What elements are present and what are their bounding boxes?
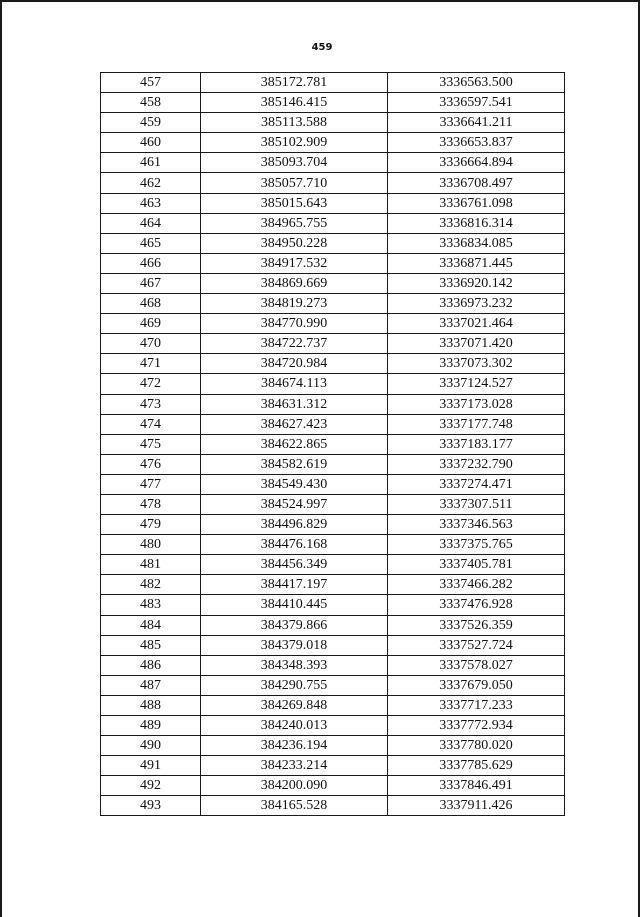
x-coordinate-cell: 385015.643 — [201, 193, 388, 213]
point-number-cell: 464 — [101, 213, 201, 233]
y-coordinate-cell: 3337679.050 — [388, 675, 565, 695]
point-number-cell: 466 — [101, 253, 201, 273]
x-coordinate-cell: 385093.704 — [201, 153, 388, 173]
x-coordinate-cell: 384496.829 — [201, 515, 388, 535]
table-row — [101, 394, 565, 414]
x-coordinate-cell: 384456.349 — [201, 555, 388, 575]
point-number-cell: 479 — [101, 515, 201, 535]
point-number-cell: 491 — [101, 756, 201, 776]
page-number: 459 — [311, 42, 333, 53]
point-number-cell: 457 — [101, 73, 201, 93]
x-coordinate-cell: 385102.909 — [201, 133, 388, 153]
x-coordinate-cell: 384379.018 — [201, 635, 388, 655]
y-coordinate-cell: 3337466.282 — [388, 575, 565, 595]
x-coordinate-cell: 384819.273 — [201, 294, 388, 314]
y-coordinate-cell: 3336597.541 — [388, 93, 565, 113]
table-row — [101, 736, 565, 756]
point-number-cell: 460 — [101, 133, 201, 153]
table-row — [101, 796, 565, 816]
point-number-cell: 485 — [101, 635, 201, 655]
y-coordinate-cell: 3337717.233 — [388, 695, 565, 715]
x-coordinate-cell: 385113.588 — [201, 113, 388, 133]
y-coordinate-cell: 3336641.211 — [388, 113, 565, 133]
x-coordinate-cell: 384269.848 — [201, 695, 388, 715]
point-number-cell: 486 — [101, 655, 201, 675]
point-number-cell: 484 — [101, 615, 201, 635]
table-row — [101, 776, 565, 796]
point-number-cell: 493 — [101, 796, 201, 816]
point-number-cell: 480 — [101, 535, 201, 555]
point-number-cell: 488 — [101, 695, 201, 715]
y-coordinate-cell: 3336563.500 — [388, 73, 565, 93]
table-row — [101, 695, 565, 715]
y-coordinate-cell: 3337526.359 — [388, 615, 565, 635]
x-coordinate-cell: 384379.866 — [201, 615, 388, 635]
y-coordinate-cell: 3337785.629 — [388, 756, 565, 776]
table-row — [101, 675, 565, 695]
point-number-cell: 477 — [101, 474, 201, 494]
point-number-cell: 489 — [101, 716, 201, 736]
x-coordinate-cell: 384476.168 — [201, 535, 388, 555]
y-coordinate-cell: 3337846.491 — [388, 776, 565, 796]
y-coordinate-cell: 3337071.420 — [388, 334, 565, 354]
table-row — [101, 555, 565, 575]
table-row — [101, 253, 565, 273]
x-coordinate-cell: 385146.415 — [201, 93, 388, 113]
table-row — [101, 113, 565, 133]
table-row — [101, 454, 565, 474]
y-coordinate-cell: 3337124.527 — [388, 374, 565, 394]
x-coordinate-cell: 384240.013 — [201, 716, 388, 736]
point-number-cell: 458 — [101, 93, 201, 113]
point-number-cell: 483 — [101, 595, 201, 615]
table-row — [101, 93, 565, 113]
table-row — [101, 233, 565, 253]
point-number-cell: 463 — [101, 193, 201, 213]
x-coordinate-cell: 384410.445 — [201, 595, 388, 615]
point-number-cell: 469 — [101, 314, 201, 334]
table-row — [101, 153, 565, 173]
y-coordinate-cell: 3337911.426 — [388, 796, 565, 816]
x-coordinate-cell: 384233.214 — [201, 756, 388, 776]
x-coordinate-cell: 384917.532 — [201, 253, 388, 273]
table-row — [101, 414, 565, 434]
point-number-cell: 482 — [101, 575, 201, 595]
x-coordinate-cell: 384869.669 — [201, 273, 388, 293]
x-coordinate-cell: 385057.710 — [201, 173, 388, 193]
x-coordinate-cell: 384165.528 — [201, 796, 388, 816]
x-coordinate-cell: 384720.984 — [201, 354, 388, 374]
table-row — [101, 615, 565, 635]
y-coordinate-cell: 3337183.177 — [388, 434, 565, 454]
table-row — [101, 716, 565, 736]
table-row — [101, 374, 565, 394]
point-number-cell: 474 — [101, 414, 201, 434]
y-coordinate-cell: 3337021.464 — [388, 314, 565, 334]
table-row — [101, 434, 565, 454]
point-number-cell: 473 — [101, 394, 201, 414]
table-row — [101, 595, 565, 615]
table-row — [101, 474, 565, 494]
x-coordinate-cell: 384549.430 — [201, 474, 388, 494]
x-coordinate-cell: 384236.194 — [201, 736, 388, 756]
y-coordinate-cell: 3336664.894 — [388, 153, 565, 173]
point-number-cell: 476 — [101, 454, 201, 474]
point-number-cell: 487 — [101, 675, 201, 695]
point-number-cell: 462 — [101, 173, 201, 193]
table-row — [101, 133, 565, 153]
y-coordinate-cell: 3337405.781 — [388, 555, 565, 575]
y-coordinate-cell: 3336871.445 — [388, 253, 565, 273]
table-row — [101, 655, 565, 675]
point-number-cell: 478 — [101, 494, 201, 514]
point-number-cell: 465 — [101, 233, 201, 253]
point-number-cell: 475 — [101, 434, 201, 454]
y-coordinate-cell: 3337307.511 — [388, 494, 565, 514]
x-coordinate-cell: 384348.393 — [201, 655, 388, 675]
x-coordinate-cell: 384524.997 — [201, 494, 388, 514]
coordinate-table — [100, 72, 565, 816]
y-coordinate-cell: 3336761.098 — [388, 193, 565, 213]
table-row — [101, 515, 565, 535]
y-coordinate-cell: 3337780.020 — [388, 736, 565, 756]
x-coordinate-cell: 384965.755 — [201, 213, 388, 233]
table-row — [101, 535, 565, 555]
point-number-cell: 490 — [101, 736, 201, 756]
y-coordinate-cell: 3337073.302 — [388, 354, 565, 374]
point-number-cell: 467 — [101, 273, 201, 293]
table-row — [101, 756, 565, 776]
x-coordinate-cell: 384622.865 — [201, 434, 388, 454]
x-coordinate-cell: 384770.990 — [201, 314, 388, 334]
table-row — [101, 354, 565, 374]
point-number-cell: 471 — [101, 354, 201, 374]
y-coordinate-cell: 3337177.748 — [388, 414, 565, 434]
x-coordinate-cell: 384722.737 — [201, 334, 388, 354]
y-coordinate-cell: 3336708.497 — [388, 173, 565, 193]
y-coordinate-cell: 3337232.790 — [388, 454, 565, 474]
y-coordinate-cell: 3337173.028 — [388, 394, 565, 414]
table-row — [101, 334, 565, 354]
y-coordinate-cell: 3336816.314 — [388, 213, 565, 233]
y-coordinate-cell: 3337527.724 — [388, 635, 565, 655]
point-number-cell: 468 — [101, 294, 201, 314]
x-coordinate-cell: 384674.113 — [201, 374, 388, 394]
y-coordinate-cell: 3337476.928 — [388, 595, 565, 615]
y-coordinate-cell: 3337772.934 — [388, 716, 565, 736]
table-row — [101, 575, 565, 595]
y-coordinate-cell: 3336834.085 — [388, 233, 565, 253]
y-coordinate-cell: 3337578.027 — [388, 655, 565, 675]
x-coordinate-cell: 384200.090 — [201, 776, 388, 796]
point-number-cell: 470 — [101, 334, 201, 354]
point-number-cell: 492 — [101, 776, 201, 796]
table-row — [101, 314, 565, 334]
table-row — [101, 213, 565, 233]
point-number-cell: 481 — [101, 555, 201, 575]
x-coordinate-cell: 384582.619 — [201, 454, 388, 474]
table-row — [101, 273, 565, 293]
y-coordinate-cell: 3337346.563 — [388, 515, 565, 535]
x-coordinate-cell: 384950.228 — [201, 233, 388, 253]
table-row — [101, 294, 565, 314]
x-coordinate-cell: 384417.197 — [201, 575, 388, 595]
point-number-cell: 472 — [101, 374, 201, 394]
point-number-cell: 459 — [101, 113, 201, 133]
y-coordinate-cell: 3336920.142 — [388, 273, 565, 293]
table-row — [101, 494, 565, 514]
x-coordinate-cell: 384627.423 — [201, 414, 388, 434]
table-body — [101, 73, 565, 816]
y-coordinate-cell: 3337375.765 — [388, 535, 565, 555]
x-coordinate-cell: 384631.312 — [201, 394, 388, 414]
table-row — [101, 173, 565, 193]
y-coordinate-cell: 3337274.471 — [388, 474, 565, 494]
table-row — [101, 73, 565, 93]
x-coordinate-cell: 384290.755 — [201, 675, 388, 695]
y-coordinate-cell: 3336653.837 — [388, 133, 565, 153]
y-coordinate-cell: 3336973.232 — [388, 294, 565, 314]
table-row — [101, 635, 565, 655]
x-coordinate-cell: 385172.781 — [201, 73, 388, 93]
point-number-cell: 461 — [101, 153, 201, 173]
table-row — [101, 193, 565, 213]
